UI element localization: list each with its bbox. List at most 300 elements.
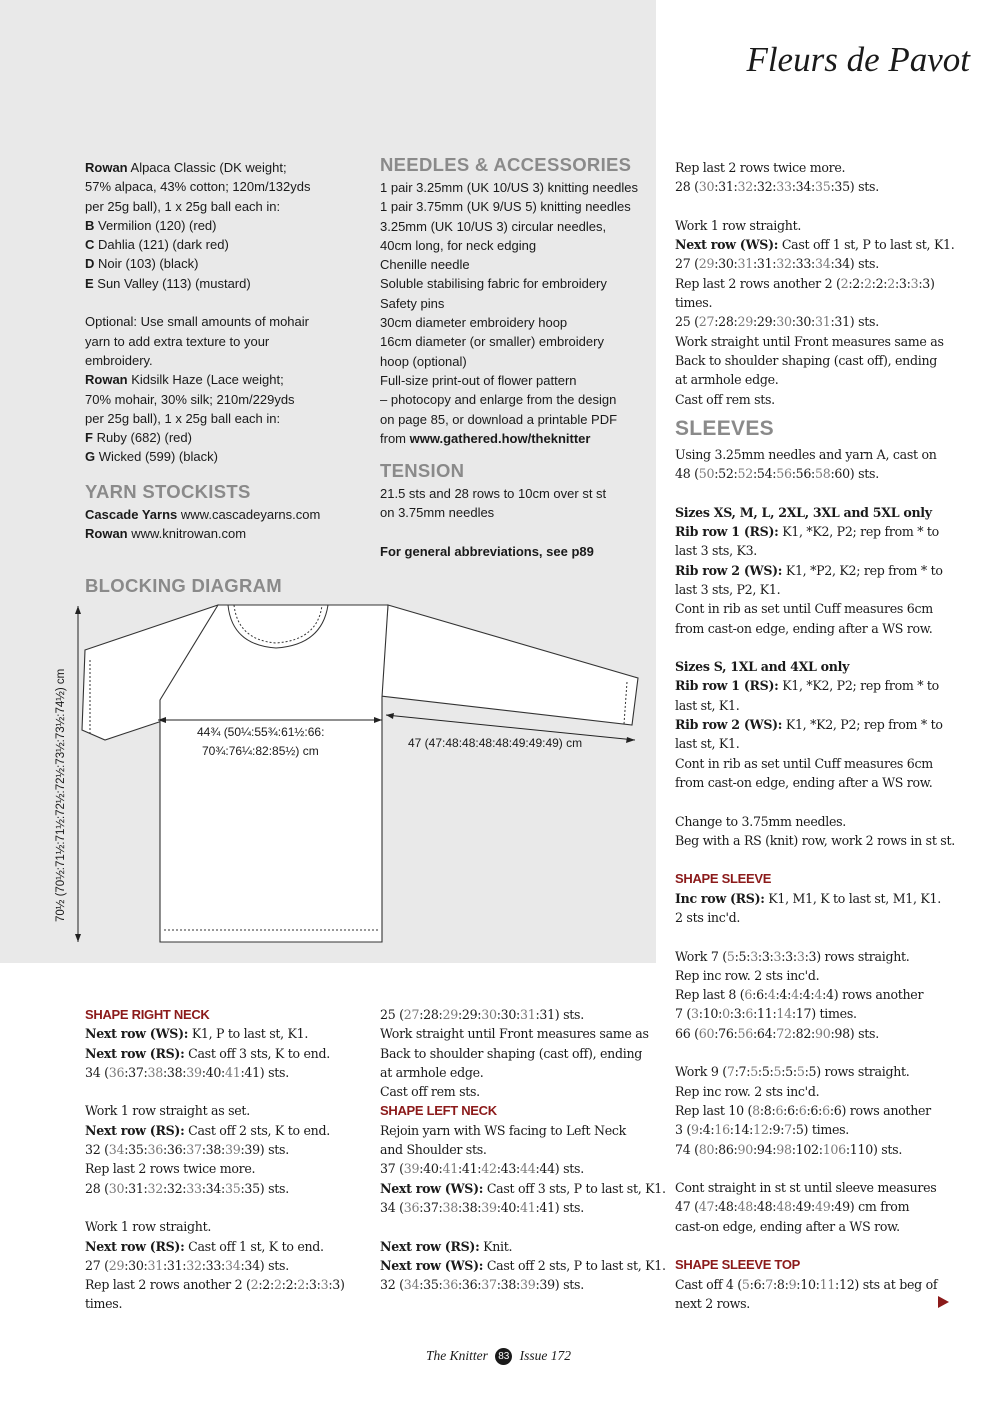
size-variant-text: 36 xyxy=(403,1199,420,1215)
body-text: Full-size print-out of flower pattern xyxy=(380,372,577,388)
size-variant-text: 30 xyxy=(776,314,792,330)
body-text: Cast off 2 sts, P to last st, K1. xyxy=(483,1257,666,1273)
size-variant-text: 41 xyxy=(520,1199,536,1215)
text-line xyxy=(85,332,365,351)
text-line xyxy=(85,370,365,389)
bold-text: Next row (WS): xyxy=(85,1026,189,1042)
size-variant-text: 5 xyxy=(773,1064,782,1080)
text-line xyxy=(675,370,965,389)
instructions-left-column xyxy=(85,1005,370,1314)
body-text: Rep inc row. 2 sts inc'd. xyxy=(675,967,820,983)
body-text: :40: xyxy=(496,1199,520,1215)
body-text: Cast off 2 sts, K to end. xyxy=(184,1122,330,1138)
body-text: :8: xyxy=(772,1276,789,1292)
size-variant-text: 2 xyxy=(273,1277,282,1293)
text-line xyxy=(675,312,965,331)
body-text: :41) sts. xyxy=(240,1064,289,1080)
text-line xyxy=(85,390,365,409)
body-text: :32: xyxy=(162,1180,187,1196)
sleeve-measurement: 47 (47:48:48:48:48:49:49:49) cm xyxy=(408,736,583,750)
size-variant-text: 39 xyxy=(225,1142,241,1158)
body-text: Rep last 2 rows another 2 ( xyxy=(85,1277,251,1293)
size-variant-text: 39 xyxy=(403,1161,420,1177)
text-line xyxy=(675,1043,965,1062)
body-text: :9: xyxy=(768,1122,785,1138)
body-text: :35: xyxy=(419,1277,443,1293)
size-variant-text: 41 xyxy=(225,1064,241,1080)
bold-text: Rowan xyxy=(85,160,128,175)
size-variant-text: 31 xyxy=(815,314,831,330)
body-text: Soluble stabilising fabric for embroidery xyxy=(380,276,607,292)
body-text: :86: xyxy=(714,1141,738,1157)
text-line xyxy=(675,638,965,657)
body-text: :31: xyxy=(124,1180,148,1196)
needles-column xyxy=(380,154,650,561)
bold-text: Next row (RS): xyxy=(85,1122,185,1138)
text-line xyxy=(675,966,965,985)
size-variant-text: 29 xyxy=(442,1007,458,1022)
bold-text: F xyxy=(85,430,93,446)
text-line xyxy=(380,1121,665,1140)
body-text: :43: xyxy=(496,1161,520,1177)
text-line xyxy=(380,274,650,293)
body-text: :31: xyxy=(752,256,777,272)
size-variant-text: 12 xyxy=(753,1122,769,1138)
body-text: :38: xyxy=(496,1277,520,1293)
shape-right-neck-heading: SHAPE RIGHT NECK xyxy=(85,1007,210,1022)
body-text: :6: xyxy=(806,1102,823,1118)
bold-text: B xyxy=(85,217,95,233)
text-line xyxy=(675,522,965,541)
body-text: 30cm diameter embroidery hoop xyxy=(380,315,568,331)
text-line xyxy=(675,657,965,676)
text-line xyxy=(675,235,965,254)
body-text: :3: xyxy=(304,1277,321,1293)
body-text: :35) sts. xyxy=(830,179,879,195)
size-variant-text: 4 xyxy=(767,987,776,1003)
text-line xyxy=(675,908,965,927)
body-text: :30: xyxy=(496,1007,520,1022)
body-text: Change to 3.75mm needles. xyxy=(675,813,846,829)
body-text: Work 1 row straight. xyxy=(675,217,802,233)
text-line xyxy=(380,1198,665,1217)
text-line xyxy=(85,351,365,370)
size-variant-text: 14 xyxy=(776,1006,792,1022)
text-line xyxy=(380,1256,665,1275)
text-line xyxy=(85,1179,370,1198)
body-text: Noir (103) (black) xyxy=(94,256,199,272)
body-text: :4: xyxy=(798,987,815,1003)
needles-heading: NEEDLES & ACCESSORIES xyxy=(380,154,632,175)
text-line xyxy=(675,1236,965,1255)
size-variant-text: 38 xyxy=(442,1199,458,1215)
text-line xyxy=(675,715,965,734)
body-text: times. xyxy=(85,1296,123,1312)
body-text: cast-on edge, ending after a WS row. xyxy=(675,1218,900,1234)
size-variant-text: 7 xyxy=(784,1122,792,1138)
body-text: 66 ( xyxy=(675,1025,699,1041)
size-variant-text: 4 xyxy=(791,987,799,1003)
body-text: :82: xyxy=(791,1025,815,1041)
size-variant-text: 39 xyxy=(520,1277,536,1293)
body-text: :34: xyxy=(201,1180,225,1196)
bold-text: Rib row 1 (RS): xyxy=(675,678,779,694)
footer-issue: Issue 172 xyxy=(519,1348,571,1363)
size-variant-text: 3 xyxy=(320,1277,329,1293)
size-variant-text: 29 xyxy=(108,1257,125,1273)
body-text: :3: xyxy=(894,275,911,291)
body-text: K1, *P2, K2; rep from * to xyxy=(782,562,943,578)
text-line xyxy=(85,1024,370,1043)
body-text: K1, *K2, P2; rep from * to xyxy=(782,717,943,733)
body-text: 3.25mm (UK 10/US 3) circular needles, xyxy=(380,218,607,234)
size-variant-text: 2 xyxy=(840,275,849,291)
text-line xyxy=(380,371,650,390)
size-variant-text: 16 xyxy=(714,1122,730,1138)
size-variant-text: 6 xyxy=(822,1102,830,1118)
size-variant-text: 32 xyxy=(776,256,792,272)
size-variant-text: 2 xyxy=(297,1277,305,1293)
size-variant-text: 2 xyxy=(887,275,895,291)
body-text: Cast off 1 st, K to end. xyxy=(184,1238,324,1254)
text-line xyxy=(675,561,965,580)
size-variant-text: 2 xyxy=(250,1277,259,1293)
text-line xyxy=(675,483,965,502)
size-variant-text: 31 xyxy=(520,1007,536,1022)
size-variant-text: 30 xyxy=(698,179,715,195)
body-text: :40: xyxy=(201,1064,225,1080)
body-text: :30: xyxy=(714,256,738,272)
text-line xyxy=(675,831,965,850)
text-line xyxy=(85,1198,370,1217)
size-variant-text: 35 xyxy=(815,179,831,195)
size-variant-text: 41 xyxy=(442,1161,458,1177)
body-text: times. xyxy=(675,295,713,311)
body-text: Rep last 10 ( xyxy=(675,1102,753,1118)
body-text: Rejoin yarn with WS facing to Left Neck xyxy=(380,1122,626,1138)
body-text: :3) xyxy=(918,275,935,291)
body-text: :34) sts. xyxy=(240,1257,289,1273)
body-text: :3) rows straight. xyxy=(804,948,910,964)
chest-measurement-line2: 70¾:76¼:82:85½) cm xyxy=(202,744,319,758)
text-line xyxy=(675,947,965,966)
body-text: from cast-on edge, ending after a WS row. xyxy=(675,774,933,790)
body-text: :2: xyxy=(871,275,888,291)
text-line xyxy=(380,1159,665,1178)
instructions-middle-column xyxy=(380,1005,665,1294)
body-text: Work 1 row straight. xyxy=(85,1219,212,1235)
body-text: :28: xyxy=(419,1007,443,1022)
body-text: 48 ( xyxy=(675,466,699,482)
body-text: Wicked (599) (black) xyxy=(95,449,218,465)
body-text: Rep inc row. 2 sts inc'd. xyxy=(675,1083,820,1099)
size-variant-text: 52 xyxy=(737,466,753,482)
bold-text: Cascade Yarns xyxy=(85,506,178,522)
size-variant-text: 32 xyxy=(737,179,753,195)
text-line xyxy=(380,352,650,371)
body-text: :39) sts. xyxy=(240,1142,289,1158)
text-line xyxy=(85,1237,370,1256)
shape-sleeve-top-heading: SHAPE SLEEVE TOP xyxy=(675,1257,800,1273)
body-text: and Shoulder sts. xyxy=(380,1142,487,1158)
body-text: 34 ( xyxy=(380,1199,404,1215)
text-line xyxy=(380,390,650,409)
body-text: 28 ( xyxy=(85,1180,109,1196)
body-text: :5) times. xyxy=(791,1122,849,1138)
page-footer xyxy=(0,1348,997,1365)
body-text: :94: xyxy=(752,1141,777,1157)
size-variant-text: 34 xyxy=(815,256,831,272)
body-text: K1, M1, K to last st, M1, K1. xyxy=(764,890,941,906)
size-variant-text: 39 xyxy=(186,1064,202,1080)
body-text: Rep last 2 rows twice more. xyxy=(675,160,846,175)
size-variant-text: 72 xyxy=(776,1025,792,1041)
bold-text: Next row (WS): xyxy=(380,1257,484,1273)
text-line xyxy=(675,158,965,177)
bold-text: Rib row 1 (RS): xyxy=(675,524,779,540)
bold-text: Sizes XS, M, L, 2XL, 3XL and 5XL only xyxy=(675,504,932,520)
text-line xyxy=(675,773,965,792)
body-text: – photocopy and enlarge from the design xyxy=(380,392,617,408)
body-text: :3) xyxy=(328,1277,345,1293)
text-line xyxy=(675,619,965,638)
body-text: 3 ( xyxy=(675,1122,692,1138)
body-text: 32 ( xyxy=(85,1142,109,1158)
body-text: :6: xyxy=(783,1102,799,1118)
shape-left-neck-text xyxy=(380,1121,665,1295)
text-line xyxy=(675,177,965,196)
size-variant-text: 37 xyxy=(481,1277,497,1293)
continue-arrow-icon xyxy=(938,1296,949,1308)
text-line xyxy=(85,177,365,196)
text-line xyxy=(675,1294,965,1313)
body-text: :11: xyxy=(753,1006,777,1022)
size-variant-text: 90 xyxy=(815,1025,831,1041)
text-line xyxy=(380,1005,665,1024)
body-text: :31) sts. xyxy=(535,1007,584,1022)
body-text: Cast off 4 ( xyxy=(675,1276,742,1292)
body-text: :5) rows straight. xyxy=(804,1064,910,1080)
body-text: 16cm diameter (or smaller) embroidery xyxy=(380,334,604,350)
back-shaping-text xyxy=(675,158,965,409)
size-variant-text: 98 xyxy=(776,1141,792,1157)
size-variant-text: 36 xyxy=(108,1064,125,1080)
size-variant-text: 42 xyxy=(481,1161,497,1177)
body-text: Using 3.25mm needles and yarn A, cast on xyxy=(675,446,937,462)
size-variant-text: 5 xyxy=(750,1064,758,1080)
text-line xyxy=(675,850,965,869)
blocking-diagram xyxy=(50,600,650,950)
body-text: :5: xyxy=(781,1064,797,1080)
body-text: :29: xyxy=(457,1007,482,1022)
text-line xyxy=(675,274,965,293)
text-line xyxy=(380,178,650,197)
bold-text: Rowan xyxy=(85,372,128,388)
body-text: :4) rows another xyxy=(822,987,924,1003)
size-variant-text: 36 xyxy=(147,1142,163,1158)
text-line xyxy=(675,1120,965,1139)
text-line xyxy=(675,1024,965,1043)
bold-text: D xyxy=(85,256,95,272)
text-line xyxy=(675,1062,965,1081)
text-line xyxy=(675,1101,965,1120)
body-text: :49: xyxy=(791,1199,815,1215)
body-text: :38: xyxy=(162,1064,187,1080)
size-variant-text: 30 xyxy=(108,1180,125,1196)
tension-heading: TENSION xyxy=(380,460,465,482)
text-line xyxy=(85,197,365,216)
bold-text: Rib row 2 (WS): xyxy=(675,562,783,578)
size-variant-text: 27 xyxy=(698,314,715,330)
body-text: last 3 sts, K3. xyxy=(675,543,757,559)
body-text: www.cascadeyarns.com xyxy=(177,506,321,522)
body-text: K1, P to last st, K1. xyxy=(188,1026,309,1042)
body-text: Back to shoulder shaping (cast off), ending xyxy=(380,1045,643,1061)
text-line xyxy=(380,1179,665,1198)
body-text: yarn to add extra texture to your xyxy=(85,333,270,349)
body-text: K1, *K2, P2; rep from * to xyxy=(778,524,939,540)
front-finish-text xyxy=(380,1005,665,1101)
body-text: :33: xyxy=(201,1257,225,1273)
bold-text: C xyxy=(85,237,95,253)
text-line xyxy=(85,1159,370,1178)
size-variant-text: 3 xyxy=(691,1006,699,1022)
body-text: :2: xyxy=(258,1277,274,1293)
text-line xyxy=(675,216,965,235)
size-variant-text: 39 xyxy=(481,1199,497,1215)
shape-sleeve-top-text xyxy=(675,1275,965,1314)
body-text: :2: xyxy=(848,275,864,291)
size-variant-text: 7 xyxy=(765,1276,773,1292)
body-text: 74 ( xyxy=(675,1141,699,1157)
body-text: :10: xyxy=(698,1006,723,1022)
body-text: Cont straight in st st until sleeve measures xyxy=(675,1180,937,1196)
body-text: :38: xyxy=(201,1142,225,1158)
text-line xyxy=(675,927,965,946)
size-variant-text: 32 xyxy=(147,1180,163,1196)
text-line xyxy=(380,523,650,542)
body-text: :76: xyxy=(714,1025,738,1041)
bold-text: For general abbreviations, see p89 xyxy=(380,544,594,560)
body-text: Cont in rib as set until Cuff measures 6cm xyxy=(675,755,933,771)
text-line xyxy=(85,505,365,524)
body-text: 27 ( xyxy=(85,1257,109,1273)
body-text: 47 ( xyxy=(675,1199,699,1215)
body-text: hoop (optional) xyxy=(380,353,467,369)
size-variant-text: 29 xyxy=(737,314,753,330)
text-line xyxy=(85,1256,370,1275)
body-text: :4: xyxy=(698,1122,715,1138)
text-line xyxy=(85,447,365,466)
body-text: :30: xyxy=(124,1257,148,1273)
body-text: Work 7 ( xyxy=(675,948,727,964)
body-text: :35: xyxy=(124,1142,148,1158)
body-text: :35) sts. xyxy=(240,1180,289,1196)
body-text: :102: xyxy=(791,1141,823,1157)
body-text: :110) sts. xyxy=(845,1141,903,1157)
size-variant-text: 58 xyxy=(815,466,831,482)
body-text: Cast off 1 st, P to last st, K1. xyxy=(778,237,955,253)
size-variant-text: 90 xyxy=(737,1141,753,1157)
size-variant-text: 8 xyxy=(752,1102,760,1118)
size-variant-text: 33 xyxy=(186,1180,202,1196)
body-text: Work straight until Front measures same as xyxy=(675,333,944,349)
text-line xyxy=(380,503,650,522)
body-text: on page 85, or download a printable PDF xyxy=(380,411,618,427)
body-text: :36: xyxy=(162,1142,187,1158)
body-text: 28 ( xyxy=(675,179,699,195)
body-text: :36: xyxy=(457,1277,482,1293)
body-text: :31: xyxy=(714,179,738,195)
body-text: :7: xyxy=(734,1064,751,1080)
body-text: :56: xyxy=(791,466,815,482)
text-line xyxy=(675,351,965,370)
text-line xyxy=(380,1217,665,1236)
text-line xyxy=(85,409,365,428)
size-variant-text: 3 xyxy=(910,275,919,291)
text-line xyxy=(85,524,365,543)
body-text: last st, K1. xyxy=(675,736,740,752)
body-text: last st, K1. xyxy=(675,697,740,713)
body-text: :40: xyxy=(419,1161,443,1177)
size-variant-text: 31 xyxy=(147,1257,163,1273)
yarn-list xyxy=(85,158,365,467)
text-line xyxy=(675,503,965,522)
body-text: :37: xyxy=(419,1199,443,1215)
text-line xyxy=(675,985,965,1004)
body-text: Work 9 ( xyxy=(675,1064,727,1080)
body-text: :32: xyxy=(752,179,777,195)
text-line xyxy=(675,293,965,312)
body-text: Alpaca Classic (DK weight; xyxy=(127,160,287,175)
body-text: from xyxy=(380,430,410,446)
bold-text: Next row (WS): xyxy=(675,237,779,253)
sleeves-text xyxy=(675,445,965,870)
body-text: :48: xyxy=(714,1199,738,1215)
text-line xyxy=(675,696,965,715)
body-text: 27 ( xyxy=(675,256,699,272)
text-line xyxy=(380,429,650,448)
body-text: 1 pair 3.75mm (UK 9/US 5) knitting needles xyxy=(380,199,631,215)
body-text: :34: xyxy=(791,179,815,195)
body-text: :3: xyxy=(757,948,774,964)
text-line xyxy=(85,1294,370,1313)
text-line xyxy=(380,332,650,351)
body-text: on 3.75mm needles xyxy=(380,505,495,521)
size-variant-text: 106 xyxy=(822,1141,846,1157)
text-line xyxy=(675,254,965,273)
text-line xyxy=(380,1024,665,1043)
body-text: :34) sts. xyxy=(830,256,879,272)
body-text: Optional: Use small amounts of mohair xyxy=(85,314,309,330)
body-text: :30: xyxy=(791,314,815,330)
body-text: :38: xyxy=(457,1199,482,1215)
size-variant-text: 5 xyxy=(741,1276,750,1292)
size-variant-text: 0 xyxy=(722,1006,730,1022)
size-variant-text: 49 xyxy=(815,1199,831,1215)
text-line xyxy=(85,254,365,273)
body-text: :41: xyxy=(457,1161,482,1177)
size-variant-text: 30 xyxy=(481,1007,497,1022)
body-text: :52: xyxy=(714,466,738,482)
body-text: :37: xyxy=(124,1064,148,1080)
size-variant-text: 48 xyxy=(776,1199,792,1215)
text-line xyxy=(85,1217,370,1236)
body-text: :3: xyxy=(729,1006,746,1022)
text-line xyxy=(675,1082,965,1101)
bold-text: E xyxy=(85,275,94,291)
body-text: :49) cm from xyxy=(830,1199,910,1215)
